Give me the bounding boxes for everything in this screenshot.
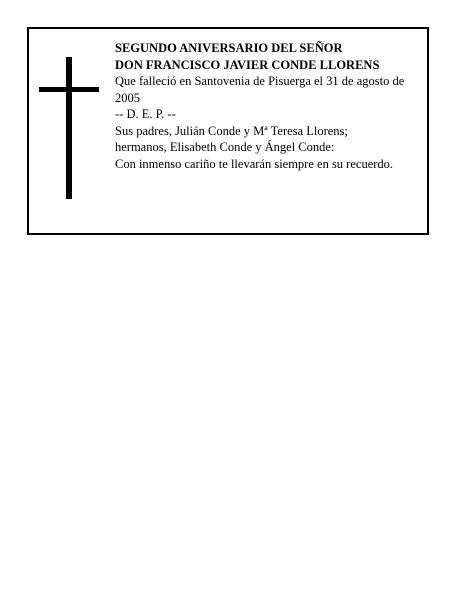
heading-line-1: SEGUNDO ANIVERSARIO DEL SEÑOR	[115, 41, 343, 55]
death-info: Que falleció en Santovenia de Pisuerga el 31 de agosto de 2005	[115, 74, 405, 105]
family-line-1: Sus padres, Julián Conde y Mª Teresa Llorens;	[115, 123, 348, 138]
heading-line-2: DON FRANCISCO JAVIER CONDE LLORENS	[115, 57, 380, 72]
cross-icon	[39, 57, 99, 199]
cross-horizontal-bar	[39, 87, 99, 92]
cross-vertical-bar	[66, 57, 72, 199]
closing-text: Con inmenso cariño te llevarán siempre en su recuerdo.	[115, 156, 394, 171]
dep-text: -- D. E. P. --	[115, 107, 176, 121]
family-line-2: hermanos, Elisabeth Conde y Ángel Conde:	[115, 140, 335, 154]
obituary-notice	[27, 27, 429, 235]
notice-text	[115, 40, 420, 172]
